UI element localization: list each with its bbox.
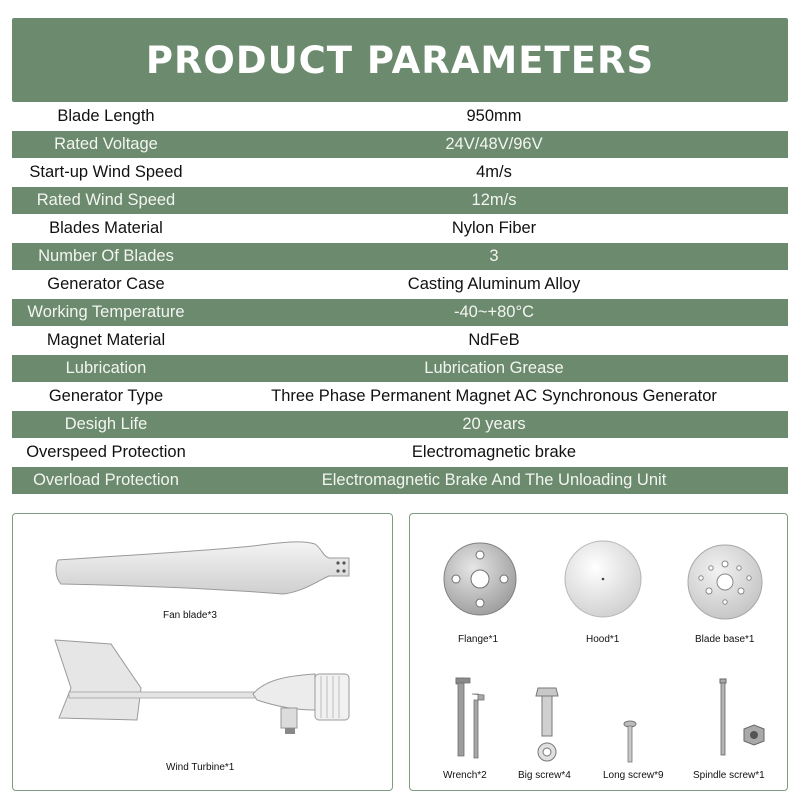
param-label: Start-up Wind Speed — [29, 163, 183, 181]
table-row — [12, 131, 788, 159]
parts-panel-left — [12, 513, 393, 791]
table-row — [12, 243, 788, 271]
flange-image — [442, 541, 518, 617]
param-label: Overload Protection — [33, 471, 179, 489]
param-value: NdFeB — [468, 331, 520, 349]
blade-base-caption: Blade base*1 — [695, 634, 755, 645]
param-value: Casting Aluminum Alloy — [407, 275, 581, 293]
table-row — [12, 103, 788, 131]
table-row — [12, 299, 788, 327]
table-row — [12, 439, 788, 467]
table-row — [12, 467, 788, 495]
big-screw-caption: Big screw*4 — [518, 770, 571, 781]
param-value: 12m/s — [471, 191, 517, 209]
param-value: -40~+80°C — [454, 303, 534, 321]
blade-base-image — [687, 544, 763, 620]
param-value: Electromagnetic brake — [411, 443, 577, 461]
spindle-screw-caption: Spindle screw*1 — [693, 770, 765, 781]
wrench-caption: Wrench*2 — [443, 770, 487, 781]
table-row — [12, 411, 788, 439]
param-label: Rated Voltage — [54, 135, 158, 153]
wrench-image — [450, 674, 490, 764]
param-value: Electromagnetic Brake And The Unloading Unit — [321, 471, 667, 489]
long-screw-caption: Long screw*9 — [603, 770, 664, 781]
param-label: Blade Length — [57, 107, 155, 125]
param-label: Generator Case — [47, 275, 165, 293]
param-label: Desigh Life — [64, 415, 148, 433]
table-row — [12, 355, 788, 383]
page-title: PRODUCT PARAMETERS — [12, 18, 788, 102]
table-row — [12, 383, 788, 411]
param-value: Lubrication Grease — [424, 359, 564, 377]
table-row — [12, 187, 788, 215]
param-label: Number Of Blades — [38, 247, 174, 265]
param-label: Magnet Material — [46, 331, 166, 349]
long-screw-image — [622, 720, 638, 764]
wind-turbine-image — [53, 638, 353, 738]
param-value: 4m/s — [476, 163, 512, 181]
param-value: 24V/48V/96V — [445, 135, 543, 153]
parameters-table — [12, 103, 788, 495]
spindle-screw-image — [710, 677, 770, 759]
param-value: Nylon Fiber — [451, 219, 537, 237]
parts-panel-right — [409, 513, 788, 791]
param-label: Rated Wind Speed — [36, 191, 176, 209]
param-value: Three Phase Permanent Magnet AC Synchronous Generator — [271, 387, 717, 405]
table-row — [12, 271, 788, 299]
param-label: Generator Type — [48, 387, 164, 405]
hood-caption: Hood*1 — [586, 634, 620, 645]
param-value: 20 years — [462, 415, 526, 433]
big-screw-image — [532, 686, 562, 764]
param-label: Blades Material — [49, 219, 163, 237]
param-value: 950mm — [466, 107, 522, 125]
flange-caption: Flange*1 — [458, 634, 499, 645]
table-row — [12, 327, 788, 355]
wind-turbine-caption: Wind Turbine*1 — [166, 762, 235, 773]
table-row — [12, 159, 788, 187]
fan-blade-caption: Fan blade*3 — [163, 610, 217, 621]
table-row — [12, 215, 788, 243]
hood-image — [563, 539, 643, 619]
param-label: Overspeed Protection — [26, 443, 186, 461]
param-label: Lubrication — [65, 359, 147, 377]
fan-blade-image — [53, 538, 353, 598]
param-value: 3 — [489, 247, 499, 265]
param-label: Working Temperature — [27, 303, 185, 321]
